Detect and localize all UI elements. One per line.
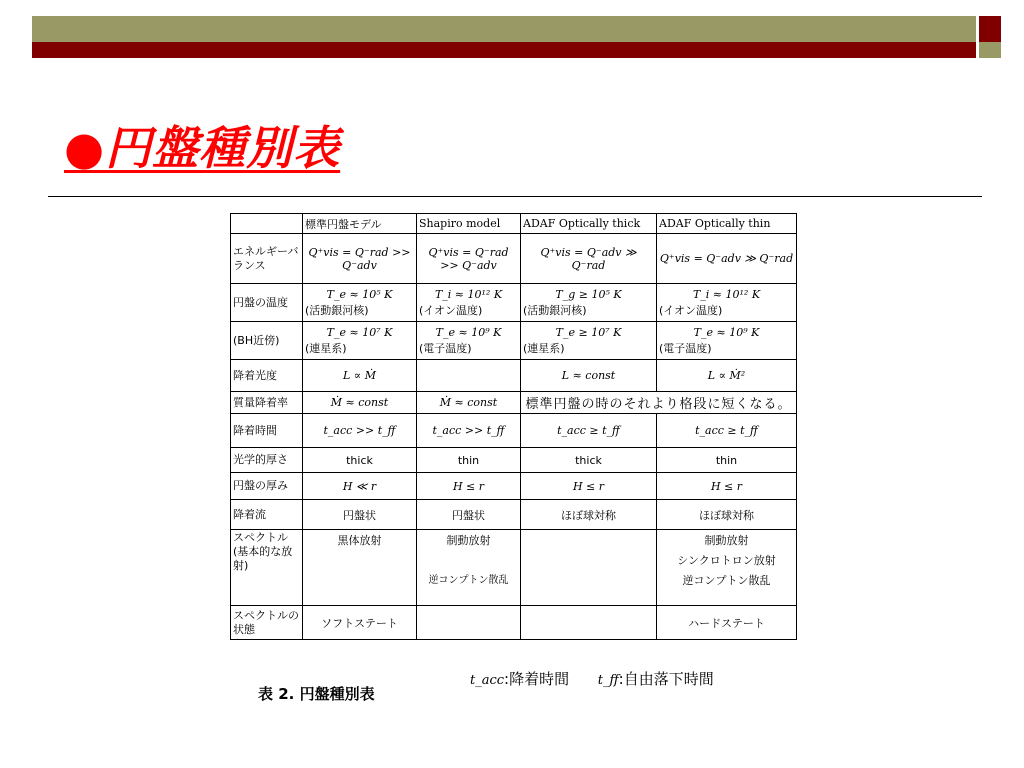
- row-label: スペクトルの状態: [231, 606, 303, 640]
- row-disk-temperature: [231, 284, 797, 322]
- table-cell: 円盤状: [303, 500, 417, 530]
- table-cell: [417, 530, 521, 606]
- row-disk-thickness: [231, 473, 797, 500]
- table-cell: [303, 284, 417, 322]
- header-shapiro-model: Shapiro model: [417, 214, 521, 234]
- row-label: 降着時間: [231, 414, 303, 448]
- table-cell: Ṁ ≈ const: [417, 392, 521, 414]
- header-row: [231, 214, 797, 234]
- cell-line: 逆コンプトン散乱: [682, 574, 771, 587]
- formula: T_i ≈ 10¹² K: [434, 287, 503, 301]
- note-desc-tff: :自由落下時間: [618, 670, 714, 688]
- table-cell: ハードステート: [657, 606, 797, 640]
- cell-line: 制動放射: [446, 534, 491, 547]
- table-cell: L ∝ Ṁ²: [657, 360, 797, 392]
- row-label: 質量降着率: [231, 392, 303, 414]
- title-divider: [48, 196, 982, 197]
- formula: T_g ≥ 10⁵ K: [555, 287, 622, 301]
- row-label: (BH近傍): [231, 322, 303, 360]
- header-square-maroon: [979, 16, 1001, 42]
- table-cell: [657, 530, 797, 606]
- table-cell: t_acc ≥ t_ff: [657, 414, 797, 448]
- formula: T_e ≈ 10⁷ K: [326, 325, 393, 339]
- header-adaf-thick: ADAF Optically thick: [521, 214, 657, 234]
- row-accretion-time: [231, 414, 797, 448]
- note-symbol-tff: t_ff: [597, 673, 619, 688]
- header-band-olive: [32, 16, 976, 42]
- row-label: エネルギーバランス: [231, 234, 303, 284]
- row-spectrum: [231, 530, 797, 606]
- cell-line: 制動放射: [704, 534, 749, 547]
- table-cell: H ≤ r: [417, 473, 521, 500]
- table-cell: [303, 322, 417, 360]
- table-cell: ほぼ球対称: [657, 500, 797, 530]
- table-cell: Ṁ ≈ const: [303, 392, 417, 414]
- cell-spacer: [419, 551, 518, 571]
- table-cell-merged: 標準円盤の時のそれより格段に短くなる。: [521, 392, 797, 414]
- table-cell: [417, 606, 521, 640]
- row-luminosity: [231, 360, 797, 392]
- header-square-olive: [979, 42, 1001, 58]
- table-cell: H ≪ r: [303, 473, 417, 500]
- table-cell: Q⁺vis = Q⁻adv ≫ Q⁻rad: [657, 234, 797, 284]
- table-cell: [521, 606, 657, 640]
- table-cell: [657, 322, 797, 360]
- row-label: 光学的厚さ: [231, 448, 303, 473]
- table-cell: L ≈ const: [521, 360, 657, 392]
- formula: T_e ≈ 10⁹ K: [435, 325, 502, 339]
- row-optical-depth: [231, 448, 797, 473]
- header-standard-disk: 標準円盤モデル: [303, 214, 417, 234]
- symbol-notes: [470, 668, 714, 689]
- header-band-maroon: [32, 42, 976, 58]
- table-cell: thick: [303, 448, 417, 473]
- row-bh-vicinity: [231, 322, 797, 360]
- table-cell: Q⁺vis = Q⁻rad >> Q⁻adv: [417, 234, 521, 284]
- table-cell: [417, 322, 521, 360]
- row-accretion-flow: [231, 500, 797, 530]
- table-cell: thick: [521, 448, 657, 473]
- disk-comparison-table: [230, 213, 797, 640]
- table-cell: t_acc ≥ t_ff: [521, 414, 657, 448]
- table-cell: [521, 530, 657, 606]
- cell-line: 逆コンプトン散乱: [428, 575, 509, 586]
- formula: T_e ≈ 10⁹ K: [693, 325, 760, 339]
- cell-note: (電子温度): [659, 341, 712, 355]
- table-cell: t_acc >> t_ff: [303, 414, 417, 448]
- row-label: 円盤の厚み: [231, 473, 303, 500]
- slide-title: ●円盤種別表: [64, 121, 341, 175]
- table-cell: t_acc >> t_ff: [417, 414, 521, 448]
- row-energy-balance: [231, 234, 797, 284]
- cell-note: (活動銀河核): [305, 303, 369, 317]
- header-cell-empty: [231, 214, 303, 234]
- cell-note: (連星系): [305, 341, 347, 355]
- table-cell: 円盤状: [417, 500, 521, 530]
- table-cell: H ≤ r: [657, 473, 797, 500]
- note-desc-tacc: :降着時間: [504, 670, 570, 688]
- table-cell: [657, 284, 797, 322]
- table-cell: Q⁺vis = Q⁻rad >> Q⁻adv: [303, 234, 417, 284]
- table-cell: [417, 284, 521, 322]
- table-cell: H ≤ r: [521, 473, 657, 500]
- table-cell: [521, 284, 657, 322]
- row-spectral-state: [231, 606, 797, 640]
- cell-note: (電子温度): [419, 341, 472, 355]
- table-cell: ほぼ球対称: [521, 500, 657, 530]
- row-label: スペクトル(基本的な放射): [231, 530, 303, 606]
- table-cell: 黒体放射: [303, 530, 417, 606]
- row-label: 円盤の温度: [231, 284, 303, 322]
- note-symbol-tacc: t_acc: [470, 673, 505, 688]
- cell-note: (イオン温度): [659, 303, 723, 317]
- table-cell: thin: [417, 448, 521, 473]
- cell-note: (活動銀河核): [523, 303, 587, 317]
- formula: T_e ≈ 10⁵ K: [326, 287, 393, 301]
- row-mass-accretion-rate: [231, 392, 797, 414]
- table-caption: 表 2. 円盤種別表: [258, 685, 375, 703]
- table-cell: Q⁺vis = Q⁻adv ≫ Q⁻rad: [521, 234, 657, 284]
- cell-note: (連星系): [523, 341, 565, 355]
- table-cell: ソフトステート: [303, 606, 417, 640]
- formula: T_i ≈ 10¹² K: [692, 287, 761, 301]
- table-cell: [521, 322, 657, 360]
- cell-line: シンクロトロン放射: [677, 554, 776, 567]
- header-adaf-thin: ADAF Optically thin: [657, 214, 797, 234]
- row-label: 降着流: [231, 500, 303, 530]
- table-cell: L ∝ Ṁ: [303, 360, 417, 392]
- table-cell: thin: [657, 448, 797, 473]
- cell-note: (イオン温度): [419, 303, 483, 317]
- formula: T_e ≥ 10⁷ K: [555, 325, 622, 339]
- row-label: 降着光度: [231, 360, 303, 392]
- table-cell: [417, 360, 521, 392]
